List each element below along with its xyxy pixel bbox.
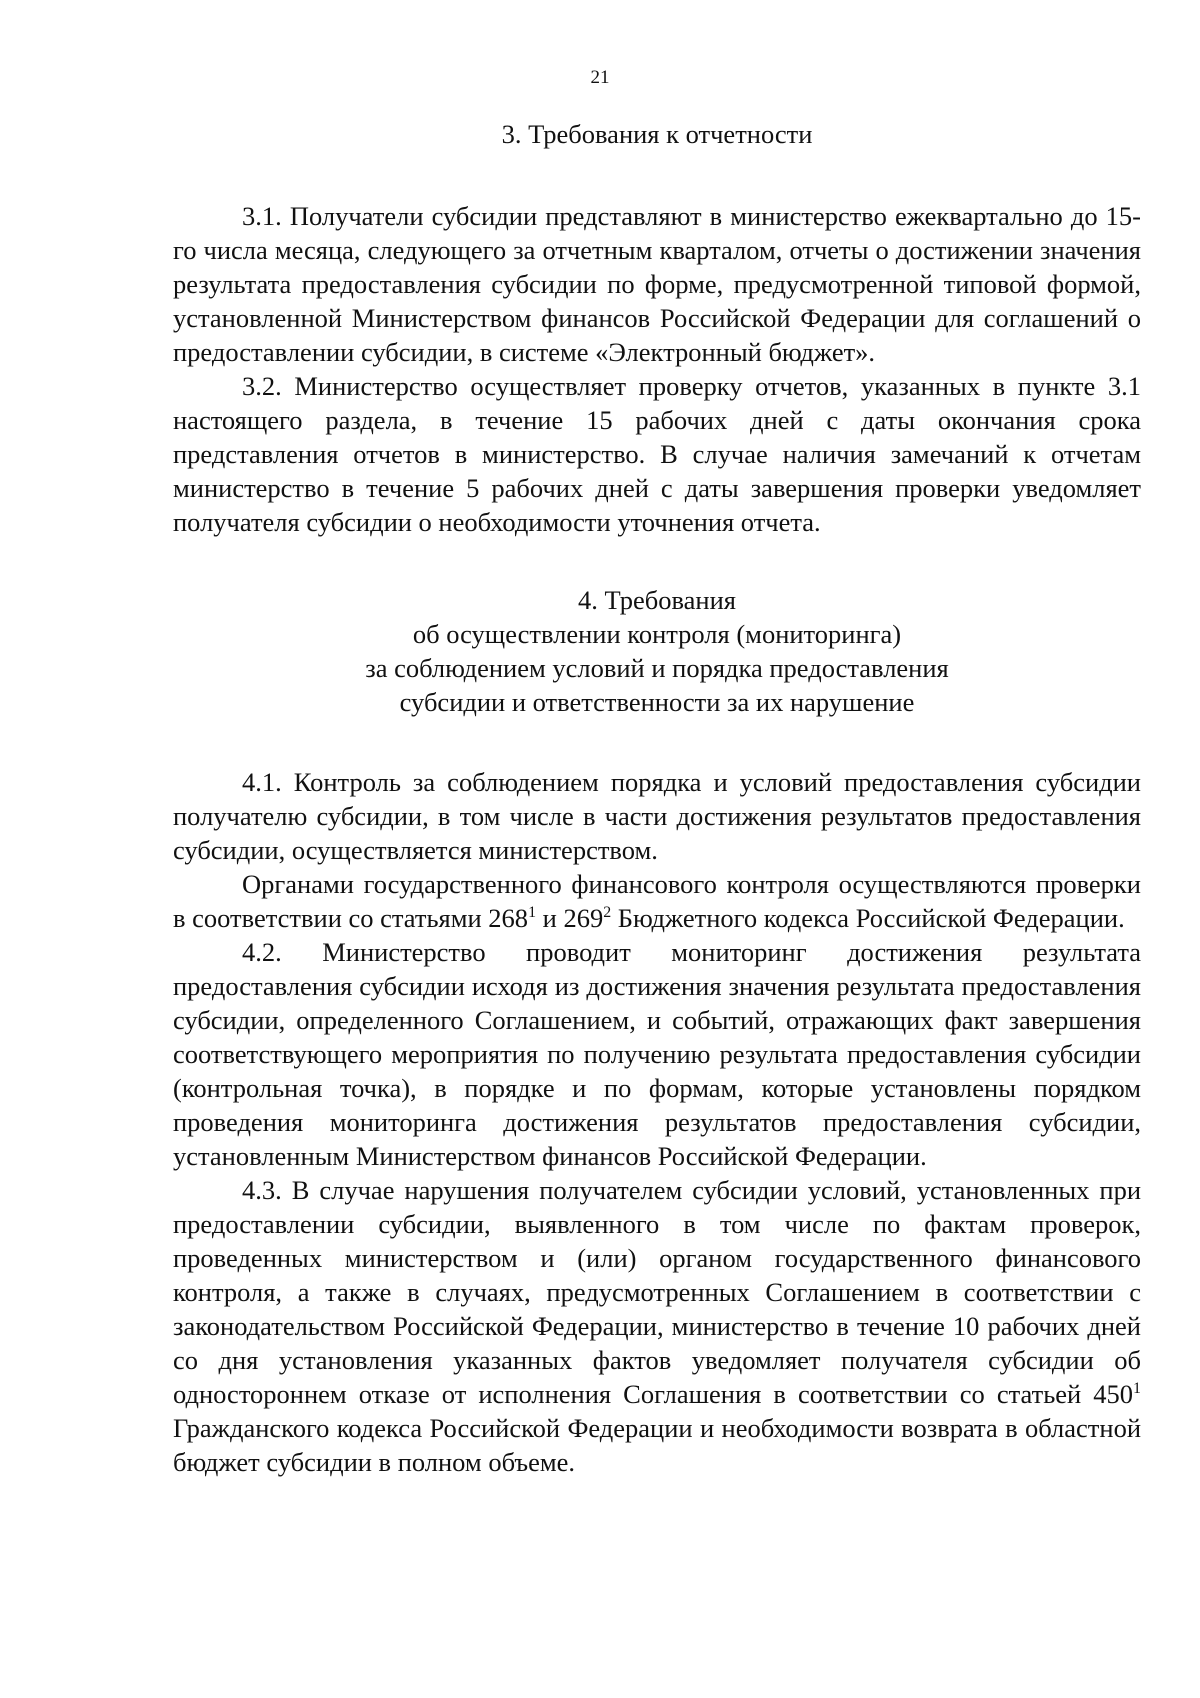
- section-4-title-line: 4. Требования: [578, 585, 736, 615]
- paragraph-4-1: 4.1. Контроль за соблюдением порядка и условий предоставления субсидии получателю субсидии, в том числе в части достижения результатов предоставления субсидии, осуществляется министерством.: [173, 767, 1141, 865]
- section-4-title-line: субсидии и ответственности за их нарушение: [399, 687, 915, 717]
- section-4-title-line: за соблюдением условий и порядка предоставления: [365, 653, 949, 683]
- page-number: 21: [590, 67, 610, 88]
- section-gap: [173, 719, 1141, 765]
- section-4-title-line: об осуществлении контроля (мониторинга): [412, 619, 902, 649]
- text-run: Гражданского кодекса Российской Федерации и необходимости возврата в областной бюджет субсидии в полном объеме.: [173, 1413, 1141, 1477]
- superscript: 2: [603, 904, 612, 922]
- text-run: Бюджетного кодекса Российской Федерации.: [611, 903, 1125, 933]
- paragraph-4-2: 4.2. Министерство проводит мониторинг достижения результата предоставления субсидии исходя из достижения значения результата предоставления субсидии, определенного Соглашением, и событий, отражающих факт завершения соответствующего мероприятия по получению результата предоставления субсидии (контрольная точка), в порядке и по формам, которые установлены порядком проведения мониторинга достижения результатов предоставления субсидии, установленным Министерством финансов Российской Федерации.: [173, 937, 1141, 1171]
- text-run: 4.3. В случае нарушения получателем субсидии условий, установленных при предоставлении субсидии, выявленного в том числе по фактам проверок, проведенных министерством и (или) органом государственного финансового контроля, а также в случаях, предусмотренных Соглашением в соответствии с законодательством Российской Федерации, министерство в течение 10 рабочих дней со дня установления указанных фактов уведомляет получателя субсидии об одностороннем отказе от исполнения Соглашения в соответствии со статьей 450: [173, 1175, 1141, 1409]
- superscript: 1: [1133, 1380, 1141, 1398]
- text-run: и 269: [536, 903, 604, 933]
- section-4-title: [173, 583, 1141, 719]
- text-run: Органами государственного финансового контроля осуществляются проверки в соответствии со статьями 268: [173, 869, 1141, 933]
- section-3-title: 3. Требования к отчетности: [501, 119, 813, 149]
- paragraph-4-1-control-bodies: [173, 867, 1141, 935]
- superscript: 1: [528, 904, 537, 922]
- document-body: [173, 117, 1141, 1479]
- paragraph-4-3: [173, 1173, 1141, 1479]
- paragraph-3-1: 3.1. Получатели субсидии представляют в министерство ежеквартально до 15-го числа месяца, следующего за отчетным кварталом, отчеты о достижении значения результата предоставления субсидии по форме, предусмотренной типовой формой, установленной Министерством финансов Российской Федерации для соглашений о предоставлении субсидии, в системе «Электронный бюджет».: [173, 201, 1141, 367]
- paragraph-3-2: 3.2. Министерство осуществляет проверку отчетов, указанных в пункте 3.1 настоящего раздела, в течение 15 рабочих дней с даты окончания срока представления отчетов в министерство. В случае наличия замечаний к отчетам министерство в течение 5 рабочих дней с даты завершения проверки уведомляет получателя субсидии о необходимости уточнения отчета.: [173, 371, 1141, 537]
- section-gap: [173, 539, 1141, 583]
